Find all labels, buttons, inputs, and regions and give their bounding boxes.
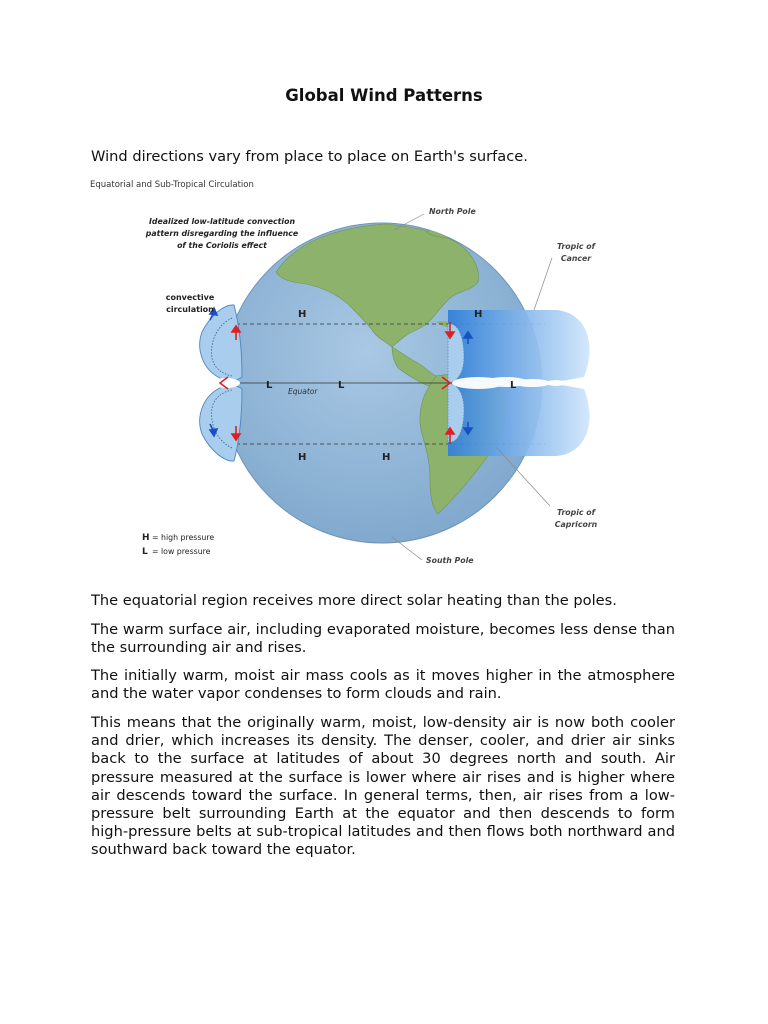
paragraph-4: This means that the originally warm, moist, low-density air is now both cooler and drier, which increases its density. The denser, cooler, and drier air sinks back to the surface at latitudes of about 30 degrees north and south. Air pressure measured at the surface is lower where air rises and is higher where air descends toward the surface. In general terms, then, air rises from a low-pressure belt surrounding Earth at the equator and then descends to form high-pressure belts at sub-tropical latitudes and then flows both northward and southward back toward the equator. — [91, 714, 675, 859]
circulation-diagram — [86, 172, 666, 582]
paragraph-1: The equatorial region receives more direct solar heating than the poles. — [91, 592, 617, 609]
svg-text:H: H — [142, 533, 150, 543]
svg-text:L: L — [142, 547, 148, 557]
south-pole-label: South Pole — [426, 556, 474, 565]
tropic-of-capricorn-label — [555, 508, 598, 529]
svg-text:of the Coriolis effect: of the Coriolis effect — [177, 241, 267, 250]
svg-text:L: L — [266, 380, 273, 391]
wind-circulation-figure — [86, 172, 666, 582]
svg-text:H: H — [298, 309, 307, 320]
svg-text:Cancer: Cancer — [560, 254, 592, 263]
equator-label: Equator — [288, 387, 318, 396]
svg-text:L: L — [510, 380, 517, 391]
figure-legend — [142, 533, 214, 557]
svg-text:convective: convective — [165, 293, 215, 302]
svg-text:pattern disregarding the influ: pattern disregarding the influence — [145, 229, 299, 238]
right-convection-cells — [448, 310, 589, 456]
paragraph-2: The warm surface air, including evaporated moisture, becomes less dense than the surrounding air and rises. — [91, 621, 675, 657]
svg-text:L: L — [338, 380, 345, 391]
svg-text:H: H — [298, 452, 307, 463]
paragraph-3: The initially warm, moist air mass cools as it moves higher in the atmosphere and the water vapor condenses to form clouds and rain. — [91, 667, 675, 703]
figure-note — [145, 217, 298, 250]
figure-caption: Equatorial and Sub-Tropical Circulation — [90, 180, 254, 190]
svg-text:Idealized low-latitude convect: Idealized low-latitude convection — [149, 217, 295, 226]
svg-text:= high pressure: = high pressure — [152, 533, 215, 542]
north-pole-label: North Pole — [429, 207, 476, 216]
intro-paragraph: Wind directions vary from place to place on Earth's surface. — [91, 148, 528, 165]
svg-text:Tropic of: Tropic of — [556, 508, 596, 517]
svg-text:H: H — [474, 309, 483, 320]
svg-text:circulation: circulation — [166, 305, 214, 314]
page-title: Global Wind Patterns — [285, 86, 483, 105]
svg-text:H: H — [382, 452, 391, 463]
svg-text:Capricorn: Capricorn — [554, 520, 598, 529]
convective-label — [166, 293, 215, 314]
svg-text:= low pressure: = low pressure — [152, 547, 211, 556]
tropic-of-cancer-label — [557, 242, 597, 263]
svg-text:Tropic of: Tropic of — [556, 242, 596, 251]
